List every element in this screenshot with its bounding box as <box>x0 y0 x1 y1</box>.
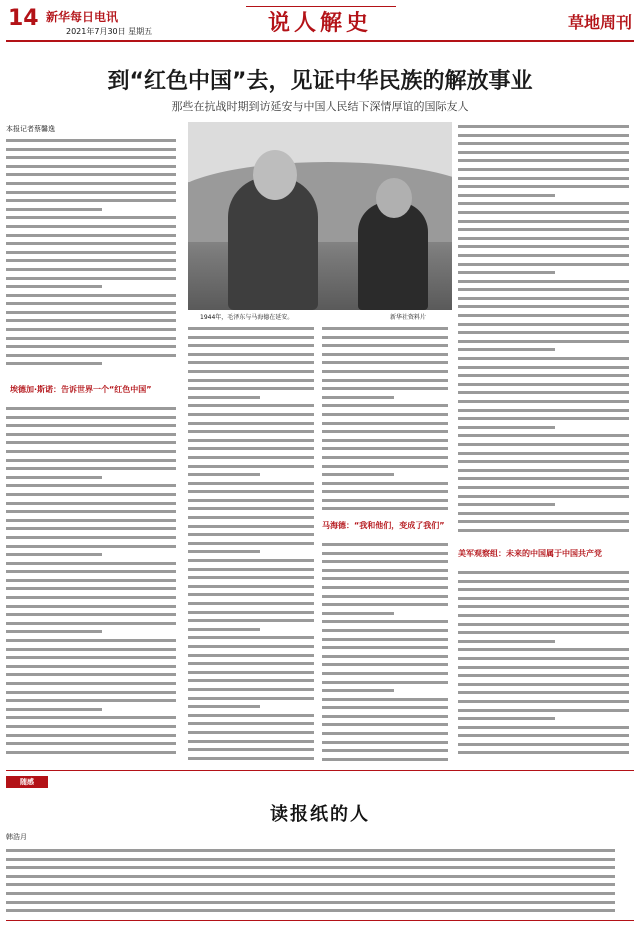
text-line <box>322 738 452 747</box>
text-line <box>188 496 318 505</box>
text-line <box>188 737 318 746</box>
photo-head-hatem <box>376 178 412 218</box>
text-line <box>6 507 181 516</box>
text-line <box>6 308 181 317</box>
text-line <box>458 311 634 320</box>
text-line <box>458 294 634 303</box>
text-line <box>458 500 634 509</box>
subtitle-snow: 埃德加·斯诺：告诉世界一个“红色中国” <box>10 385 152 394</box>
text-line <box>6 421 181 430</box>
text-line <box>188 436 318 445</box>
text-line <box>458 440 634 449</box>
text-line <box>322 358 452 367</box>
text-line <box>458 251 634 260</box>
text-line <box>458 611 634 620</box>
text-line <box>458 526 634 535</box>
text-line <box>458 620 634 629</box>
text-line <box>458 277 634 286</box>
text-line <box>458 242 634 251</box>
text-line <box>6 413 181 422</box>
text-line <box>458 602 634 611</box>
text-line <box>188 513 318 522</box>
text-line <box>322 540 452 549</box>
text-line <box>6 679 181 688</box>
photo-head-mao <box>253 150 297 200</box>
text-line <box>6 696 181 705</box>
text-line <box>458 568 634 577</box>
text-line <box>6 351 181 360</box>
text-line <box>322 600 452 609</box>
masthead <box>6 4 634 42</box>
photo-caption: 1944年，毛泽东与马海德在延安。 <box>200 314 294 321</box>
text-line <box>6 136 181 145</box>
text-line <box>458 637 634 646</box>
text-line <box>188 608 318 617</box>
text-line <box>188 350 318 359</box>
text-line <box>6 222 181 231</box>
text-line <box>188 642 318 651</box>
text-line <box>458 182 634 191</box>
text-line <box>322 720 452 729</box>
text-line <box>322 462 452 471</box>
text-line <box>322 755 452 764</box>
body-lines <box>6 846 634 915</box>
text-line <box>322 592 452 601</box>
text-line <box>188 582 318 591</box>
text-line <box>458 748 634 757</box>
text-line <box>322 635 452 644</box>
text-line <box>458 388 634 397</box>
text-line <box>188 539 318 548</box>
text-line <box>322 487 452 496</box>
text-line <box>188 384 318 393</box>
text-line <box>188 573 318 582</box>
text-line <box>188 487 318 496</box>
article-headline: 到“红色中国”去，见证中华民族的解放事业 <box>107 69 533 94</box>
text-line <box>458 371 634 380</box>
text-line <box>6 533 181 542</box>
text-line <box>458 320 634 329</box>
text-line <box>458 328 634 337</box>
text-line <box>458 268 634 277</box>
essay-author: 韩浩月 <box>6 833 27 841</box>
text-line <box>322 549 452 558</box>
text-line <box>6 404 181 413</box>
text-line <box>458 577 634 586</box>
text-line <box>322 479 452 488</box>
text-line <box>458 337 634 346</box>
text-line <box>188 427 318 436</box>
weekly-title: 草地周刊 <box>567 13 632 32</box>
text-line <box>6 855 634 864</box>
text-line <box>458 165 634 174</box>
text-line <box>6 610 181 619</box>
body-text-col4 <box>458 122 634 542</box>
text-line <box>188 719 318 728</box>
text-line <box>458 225 634 234</box>
subtitle-dixie: 美军观察组：未来的中国属于中国共产党 <box>458 549 602 558</box>
text-line <box>458 706 634 715</box>
text-line <box>458 509 634 518</box>
issue-date: 2021年7月30日 星期五 <box>66 27 153 36</box>
text-line <box>188 616 318 625</box>
text-line <box>458 680 634 689</box>
text-line <box>6 593 181 602</box>
text-line <box>322 557 452 566</box>
body-lines <box>6 404 181 756</box>
text-line <box>322 401 452 410</box>
text-line <box>188 376 318 385</box>
body-text-col1b <box>6 404 181 764</box>
text-line <box>188 659 318 668</box>
text-line <box>188 530 318 539</box>
body-text-col2 <box>188 324 318 764</box>
text-line <box>458 217 634 226</box>
text-line <box>6 619 181 628</box>
text-line <box>6 239 181 248</box>
essay-label: 随感 <box>6 776 48 788</box>
text-line <box>6 499 181 508</box>
text-line <box>188 444 318 453</box>
text-line <box>6 299 181 308</box>
text-line <box>6 282 181 291</box>
text-line <box>6 179 181 188</box>
page-number: 14 <box>8 6 39 31</box>
text-line <box>6 653 181 662</box>
text-line <box>458 156 634 165</box>
text-line <box>458 740 634 749</box>
text-line <box>458 645 634 654</box>
text-line <box>458 406 634 415</box>
text-line <box>322 583 452 592</box>
text-line <box>458 466 634 475</box>
text-line <box>322 496 452 505</box>
text-line <box>188 462 318 471</box>
paper-name: 新华每日电讯 <box>46 10 119 24</box>
article-subhead: 那些在抗战时期到访延安与中国人民结下深情厚谊的国际友人 <box>171 100 469 113</box>
text-line <box>6 713 181 722</box>
text-line <box>458 585 634 594</box>
text-line <box>322 384 452 393</box>
text-line <box>188 401 318 410</box>
text-line <box>6 559 181 568</box>
text-line <box>188 324 318 333</box>
body-lines <box>6 136 181 368</box>
text-line <box>6 213 181 222</box>
text-line <box>188 470 318 479</box>
text-line <box>458 492 634 501</box>
subtitle-hatem: 马海德：“我和他们，变成了我们” <box>322 521 445 530</box>
body-lines <box>458 122 634 535</box>
text-line <box>322 617 452 626</box>
body-text-col4b <box>458 568 634 764</box>
text-line <box>6 863 634 872</box>
text-line <box>322 427 452 436</box>
text-line <box>458 654 634 663</box>
text-line <box>458 414 634 423</box>
text-line <box>458 714 634 723</box>
text-line <box>188 556 318 565</box>
text-line <box>322 669 452 678</box>
text-line <box>6 670 181 679</box>
text-line <box>458 174 634 183</box>
text-line <box>322 609 452 618</box>
text-line <box>6 430 181 439</box>
text-line <box>322 376 452 385</box>
text-line <box>6 256 181 265</box>
text-line <box>6 188 181 197</box>
text-line <box>458 345 634 354</box>
text-line <box>322 350 452 359</box>
footer-rule <box>6 920 634 921</box>
text-line <box>6 473 181 482</box>
text-line <box>322 453 452 462</box>
text-line <box>458 697 634 706</box>
text-line <box>188 333 318 342</box>
text-line <box>458 122 634 131</box>
text-line <box>6 490 181 499</box>
text-line <box>188 522 318 531</box>
text-line <box>6 325 181 334</box>
text-line <box>458 354 634 363</box>
text-line <box>458 671 634 680</box>
text-line <box>6 447 181 456</box>
text-line <box>6 316 181 325</box>
text-line <box>188 453 318 462</box>
text-line <box>6 162 181 171</box>
text-line <box>458 234 634 243</box>
text-line <box>322 626 452 635</box>
text-line <box>188 504 318 513</box>
text-line <box>188 565 318 574</box>
text-line <box>458 449 634 458</box>
article-author: 本报记者蔡馨逸 <box>6 125 55 133</box>
text-line <box>6 889 634 898</box>
text-line <box>188 341 318 350</box>
body-text-col3 <box>322 324 452 514</box>
text-line <box>188 702 318 711</box>
body-lines <box>458 568 634 757</box>
text-line <box>458 302 634 311</box>
text-line <box>6 872 634 881</box>
text-line <box>322 419 452 428</box>
text-line <box>322 678 452 687</box>
text-line <box>188 590 318 599</box>
text-line <box>188 625 318 634</box>
text-line <box>322 729 452 738</box>
text-line <box>458 474 634 483</box>
historical-photo <box>188 122 452 310</box>
text-line <box>6 705 181 714</box>
text-line <box>6 516 181 525</box>
text-line <box>6 550 181 559</box>
text-line <box>6 274 181 283</box>
text-line <box>6 145 181 154</box>
text-line <box>6 456 181 465</box>
text-line <box>458 380 634 389</box>
body-text-col1 <box>6 136 181 372</box>
photo-figure-hatem <box>358 202 428 310</box>
text-line <box>188 745 318 754</box>
body-lines <box>322 324 452 513</box>
text-line <box>6 906 634 915</box>
text-line <box>458 131 634 140</box>
text-line <box>188 685 318 694</box>
text-line <box>458 731 634 740</box>
text-line <box>322 712 452 721</box>
text-line <box>322 703 452 712</box>
text-line <box>6 196 181 205</box>
text-line <box>6 481 181 490</box>
text-line <box>188 728 318 737</box>
text-line <box>6 567 181 576</box>
text-line <box>322 341 452 350</box>
text-line <box>6 846 634 855</box>
text-line <box>188 419 318 428</box>
text-line <box>188 367 318 376</box>
text-line <box>6 291 181 300</box>
text-line <box>322 686 452 695</box>
text-line <box>6 359 181 368</box>
text-line <box>188 393 318 402</box>
text-line <box>188 668 318 677</box>
text-line <box>6 880 634 889</box>
text-line <box>322 436 452 445</box>
text-line <box>6 248 181 257</box>
photo-credit: 新华社资料片 <box>390 314 427 321</box>
text-line <box>188 410 318 419</box>
text-line <box>6 170 181 179</box>
body-lines <box>188 324 318 762</box>
text-line <box>322 504 452 513</box>
text-line <box>458 139 634 148</box>
text-line <box>458 208 634 217</box>
text-line <box>458 397 634 406</box>
text-line <box>322 660 452 669</box>
text-line <box>458 723 634 732</box>
text-line <box>458 483 634 492</box>
text-line <box>322 367 452 376</box>
text-line <box>6 688 181 697</box>
text-line <box>458 191 634 200</box>
text-line <box>6 898 634 907</box>
text-line <box>6 645 181 654</box>
section-title: 说人解史 <box>267 10 372 36</box>
text-line <box>458 363 634 372</box>
body-lines <box>322 540 452 763</box>
text-line <box>322 470 452 479</box>
text-line <box>322 444 452 453</box>
text-line <box>322 333 452 342</box>
text-line <box>322 324 452 333</box>
text-line <box>6 265 181 274</box>
text-line <box>188 694 318 703</box>
essay-headline: 读报纸的人 <box>270 804 370 825</box>
text-line <box>188 633 318 642</box>
text-line <box>458 285 634 294</box>
text-line <box>458 517 634 526</box>
text-line <box>6 524 181 533</box>
text-line <box>6 636 181 645</box>
text-line <box>322 566 452 575</box>
text-line <box>322 410 452 419</box>
text-line <box>6 739 181 748</box>
text-line <box>188 711 318 720</box>
text-line <box>188 358 318 367</box>
text-line <box>6 542 181 551</box>
text-line <box>6 153 181 162</box>
text-line <box>458 431 634 440</box>
text-line <box>458 199 634 208</box>
text-line <box>6 334 181 343</box>
text-line <box>6 205 181 214</box>
text-line <box>188 547 318 556</box>
text-line <box>458 423 634 432</box>
text-line <box>6 627 181 636</box>
text-line <box>6 584 181 593</box>
text-line <box>6 748 181 757</box>
text-line <box>322 574 452 583</box>
text-line <box>188 676 318 685</box>
text-line <box>458 260 634 269</box>
text-line <box>458 628 634 637</box>
text-line <box>6 464 181 473</box>
text-line <box>6 438 181 447</box>
text-line <box>458 688 634 697</box>
text-line <box>6 231 181 240</box>
text-line <box>322 695 452 704</box>
text-line <box>6 662 181 671</box>
text-line <box>6 722 181 731</box>
text-line <box>188 599 318 608</box>
text-line <box>322 393 452 402</box>
section-divider <box>6 770 634 771</box>
essay-body-text <box>6 846 634 916</box>
text-line <box>458 594 634 603</box>
text-line <box>458 148 634 157</box>
text-line <box>322 652 452 661</box>
text-line <box>322 746 452 755</box>
text-line <box>6 342 181 351</box>
text-line <box>6 731 181 740</box>
text-line <box>322 643 452 652</box>
text-line <box>6 576 181 585</box>
text-line <box>188 479 318 488</box>
text-line <box>188 651 318 660</box>
text-line <box>458 663 634 672</box>
body-text-col3b <box>322 540 452 764</box>
text-line <box>188 754 318 763</box>
text-line <box>6 602 181 611</box>
text-line <box>458 457 634 466</box>
